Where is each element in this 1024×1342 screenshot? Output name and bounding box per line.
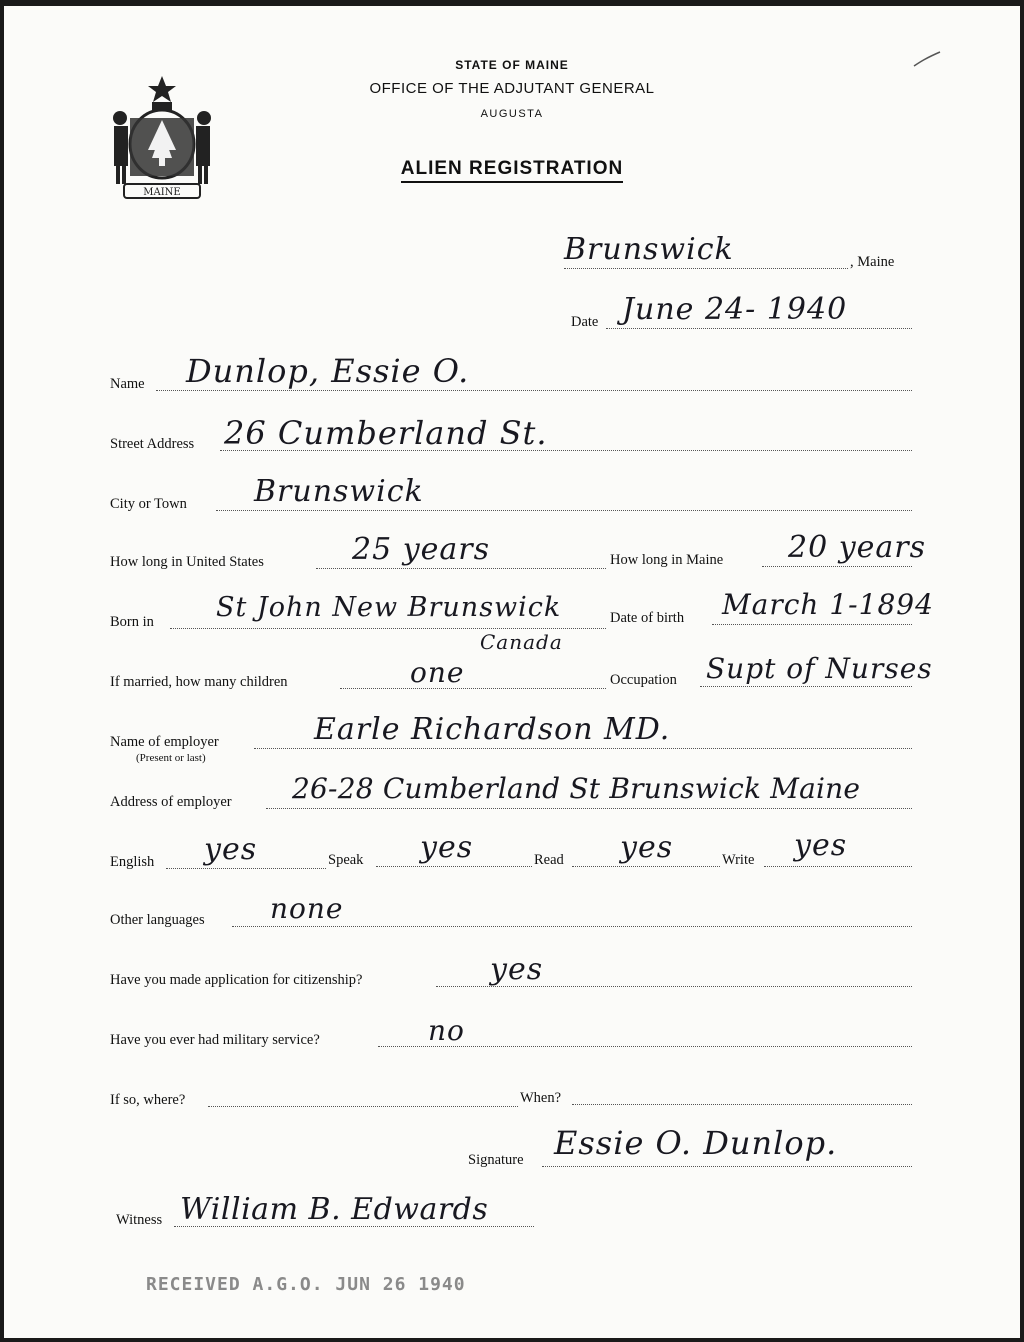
seal-text: MAINE	[143, 187, 181, 198]
registration-form	[4, 6, 1020, 1338]
english-label: English	[110, 854, 155, 870]
children-value: one	[410, 656, 465, 689]
born-in-country-value: Canada	[480, 630, 563, 654]
header-state: STATE OF MAINE	[455, 58, 569, 72]
born-in-value: St John New Brunswick	[216, 592, 562, 623]
date-of-birth-value: March 1-1894	[722, 588, 934, 621]
witness-label: Witness	[116, 1212, 163, 1228]
city-label: City or Town	[110, 496, 187, 512]
speak-value: yes	[420, 830, 474, 865]
signature-label: Signature	[468, 1152, 524, 1168]
how-long-maine-value: 20 years	[788, 530, 927, 565]
form-title-text: ALIEN REGISTRATION	[401, 158, 623, 183]
place-value: Brunswick	[564, 232, 734, 267]
english-value: yes	[204, 832, 258, 867]
read-value: yes	[620, 830, 674, 865]
maine-label: , Maine	[850, 254, 895, 270]
check-mark-icon	[912, 50, 942, 68]
read-label: Read	[534, 852, 564, 868]
state-seal-icon	[108, 74, 216, 200]
date-label: Date	[571, 314, 599, 330]
how-long-us-label: How long in United States	[110, 554, 264, 570]
date-value: June 24- 1940	[622, 292, 848, 327]
name-value: Dunlop, Essie O.	[186, 352, 470, 390]
witness-value: William B. Edwards	[180, 1192, 489, 1227]
header-city: AUGUSTA	[480, 108, 544, 120]
street-value: 26 Cumberland St.	[224, 414, 548, 452]
received-stamp: RECEIVED A.G.O. JUN 26 1940	[146, 1274, 466, 1295]
city-value: Brunswick	[254, 474, 424, 509]
children-label: If married, how many children	[110, 674, 288, 690]
speak-label: Speak	[328, 852, 364, 868]
employer-note: (Present or last)	[136, 752, 206, 764]
how-long-maine-label: How long in Maine	[610, 552, 724, 568]
occupation-label: Occupation	[610, 672, 677, 688]
born-in-label: Born in	[110, 614, 154, 630]
occupation-value: Supt of Nurses	[706, 652, 933, 685]
military-label: Have you ever had military service?	[110, 1032, 320, 1048]
employer-value: Earle Richardson MD.	[314, 712, 671, 747]
employer-address-label: Address of employer	[110, 794, 232, 810]
military-value: no	[428, 1014, 465, 1047]
write-label: Write	[722, 852, 755, 868]
citizenship-value: yes	[490, 952, 544, 987]
other-languages-value: none	[270, 892, 344, 925]
signature-value: Essie O. Dunlop.	[554, 1124, 838, 1162]
name-label: Name	[110, 376, 145, 392]
how-long-us-value: 25 years	[352, 532, 491, 567]
citizenship-label: Have you made application for citizenship?	[110, 972, 363, 988]
write-value: yes	[794, 828, 848, 863]
date-of-birth-label: Date of birth	[610, 610, 685, 626]
where-label: If so, where?	[110, 1092, 186, 1108]
other-languages-label: Other languages	[110, 912, 205, 928]
when-label: When?	[520, 1090, 562, 1106]
street-label: Street Address	[110, 436, 195, 452]
employer-address-value: 26-28 Cumberland St Brunswick Maine	[292, 772, 861, 805]
header-office: OFFICE OF THE ADJUTANT GENERAL	[369, 80, 655, 97]
employer-label: Name of employer	[110, 734, 219, 750]
